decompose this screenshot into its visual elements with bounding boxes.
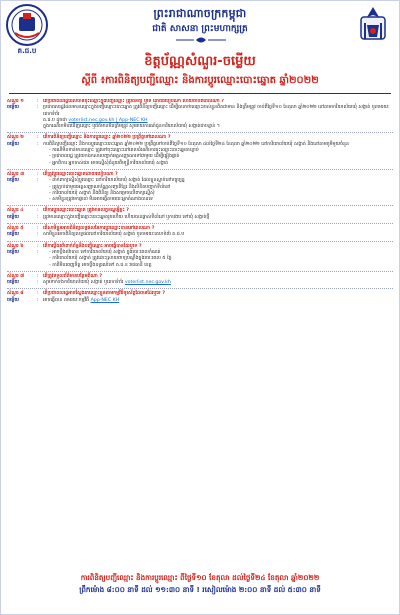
answer-row <box>7 124 393 130</box>
bullet-icon: - <box>49 256 53 262</box>
question-label: សំណួរ ៤ <box>7 208 24 214</box>
text-content: តើសាមីខ្លួនអាចពិនិត្យលទ្ធផលនៃការប្តូរឈ្មោះបាននៅពេលណា ? <box>43 226 155 232</box>
answer-row <box>7 232 393 238</box>
header-divider <box>9 93 391 94</box>
footer-period: ការពិនិត្យបញ្ជីឈ្មោះ និងការប្តូរឈ្មោះ ពីថ្ងៃទី១០ ខែតុលា ដល់ថ្ងៃទី២៤ ខែតុលា ឆ្នាំ២០២២ <box>80 573 320 582</box>
text-content: ត្រូវមានឈ្មោះក្នុងបញ្ជីឈ្មោះបោះឆ្នោតរួចហើយ ហើយបានផ្លាស់ទីលំនៅ ឬការងារ ទៅឃុំ សង្កាត់ថ្មី <box>43 214 210 220</box>
qa-separator <box>7 205 393 206</box>
label-colon: : <box>37 243 39 249</box>
answer-label: ចម្លើយ <box>7 141 19 147</box>
answer-text <box>43 232 393 238</box>
question-label: សំណួរ ៥ <box>7 226 24 232</box>
answer-row <box>7 215 393 221</box>
text-content: តើប្រជាពលរដ្ឋអាចស្វែងរកឈ្មោះខ្លួនតាមកម្មវិធីទូរស័ព្ទដៃបានដែរឬទេ ? <box>43 291 166 297</box>
question-label: សំណួរ ៧ <box>7 273 25 279</box>
answer-label: ចម្លើយ <box>7 105 19 111</box>
answer-text <box>43 263 393 269</box>
label-colon: : <box>37 232 39 238</box>
label-colon: : <box>37 171 39 177</box>
answer-row <box>7 161 393 167</box>
text-content: តើការពិនិត្យបញ្ជីឈ្មោះ និងការប្តូរឈ្មោះ ឆ្នាំ២០២២ ប្រព្រឹត្តទៅពេលណា ? <box>43 135 171 141</box>
ornament-divider-icon <box>176 36 226 44</box>
label-colon: : <box>37 280 39 286</box>
kingdom-title: ព្រះរាជាណាចក្រកម្ពុជា <box>153 7 247 20</box>
answer-text <box>43 161 393 167</box>
answer-label <box>7 161 37 167</box>
qa-separator <box>7 271 393 272</box>
answer-text <box>43 298 393 304</box>
motto: ជាតិ សាសនា ព្រះមហាក្សត្រ <box>152 24 248 34</box>
answer-row <box>7 105 393 118</box>
footer <box>7 572 393 608</box>
label-colon: : <box>37 135 39 141</box>
text-content: អាចប្តឹងតវ៉ាបាន ទៅការិយាល័យឃុំ សង្កាត់ ក្នុងរយៈពេលកំណត់ <box>52 249 161 255</box>
logo-code: គ.ជ.ប <box>17 47 37 55</box>
text-content: ដាក់ពាក្យស្នើសុំប្តូរឈ្មោះ នៅការិយាល័យឃុំ សង្កាត់ ដែលខ្លួនស្នាក់នៅបច្ចុប្បន្ន <box>52 178 185 184</box>
answer-text <box>43 215 393 221</box>
website-link[interactable]: App-NEC KH <box>90 297 120 303</box>
text-content: ក្នុងករណីរកមិនឃើញឈ្មោះ ឬព័ត៌មានមិនត្រឹមត្រូវ សូមរាយការណ៍ជូនការិយាល័យឃុំ សង្កាត់ជាបន្ទាន់ ។ <box>43 124 220 130</box>
text-content: អ្នកពិការ អ្នកចាស់ជរា អាចស្នើសុំជំនួយពីមន្ត្រីការិយាល័យឃុំ សង្កាត់ <box>52 160 169 166</box>
answer-label: ចម្លើយ <box>7 249 19 255</box>
text-content: តើត្រូវទទួលព័ត៌មានបន្ថែមពីណា ? <box>43 273 103 279</box>
answer-text <box>43 280 393 286</box>
answer-label: ចម្លើយ <box>7 280 19 286</box>
nec-logo-icon <box>5 3 49 47</box>
answer-text <box>43 124 393 130</box>
website-link[interactable]: voterlist.nec.gov.kh <box>124 280 171 286</box>
answer-row <box>7 298 393 304</box>
answer-text <box>43 197 393 203</box>
answer-text <box>43 105 393 118</box>
qa-separator <box>7 169 393 170</box>
text-content: តើការប្តឹងតវ៉ាពាក់ព័ន្ធនឹងបញ្ជីឈ្មោះ អាចធ្វើបានដែរឬទេ ? <box>43 243 142 249</box>
bullet-icon: - <box>49 148 53 154</box>
bullet-icon: - <box>49 160 53 166</box>
answer-label <box>7 263 37 269</box>
text-content: តើប្រជាពលរដ្ឋដែលបានចុះឈ្មោះក្នុងបញ្ជីឈ្មោះ ត្រូវពិនិត្យ ឬទេ ដោយរបៀបណា ហើយចាប់ពីពេលណា ? <box>43 99 224 104</box>
bullet-icon: - <box>49 249 53 255</box>
qa-separator <box>7 132 393 133</box>
answer-label <box>7 124 37 130</box>
label-colon: : <box>37 141 39 147</box>
text-content: ករណីមិនទាន់មានឈ្មោះ ត្រូវទៅចុះឈ្មោះនៅពេលដំណើរការចុះឈ្មោះបោះឆ្នោតបន្ទាប់ <box>52 148 199 154</box>
answer-row <box>7 263 393 269</box>
qa-separator <box>7 223 393 224</box>
text-content: ការពិនិត្យបញ្ជីឈ្មោះ និងការប្តូរឈ្មោះបោះឆ្នោត ឆ្នាំ២០២២ ប្រព្រឹត្តទៅចាប់ពីថ្ងៃទី១០ ខែតុលា ដល់ថ្ងៃទី២៤ ខែតុលា ឆ្នាំ២០២២ នៅការិយាល័យឃុំ សង្កាត់ និងនៅតាមភូមិមួយចំនួន <box>43 141 349 147</box>
bullet-icon: - <box>49 262 53 268</box>
label-colon: : <box>37 226 39 232</box>
bullet-icon: - <box>49 178 53 184</box>
question-label: សំណួរ ៨ <box>7 291 24 297</box>
qa-list <box>7 99 393 568</box>
text-content: សាមីខ្លួនត្រូវមកផ្ទាល់ មិនអាចធ្វើតាមរយៈអ្នកតំណាងបានទេ <box>52 197 153 203</box>
text-content: តើការប្តូរឈ្មោះបោះឆ្នោត ត្រូវមានលក្ខខណ្ឌអ្វីខ្លះ ? <box>43 208 130 214</box>
question-label: សំណួរ ៦ <box>7 243 24 249</box>
question-label: សំណួរ ១ <box>7 99 24 104</box>
text-content: គ.ជ.ប ដូចជា <box>43 117 67 123</box>
qa-separator <box>7 241 393 242</box>
label-colon: : <box>37 214 39 220</box>
text-content: ប្រជាពលរដ្ឋដែលមានឈ្មោះក្នុងបញ្ជីឈ្មោះបោះឆ្នោត ត្រូវពិនិត្យបញ្ជីឈ្មោះ ដើម្បីធានាថាឈ្មោះរបស់ខ្លួនពិតជាមាន និងត្រឹមត្រូវ ចាប់ពីថ្ងៃទី១០ ខែតុលា ឆ្នាំ២០២២ នៅតាមការិយាល័យឃុំ សង្កាត់ ឬតាមរយៈគេហទំព័រ <box>43 105 390 117</box>
emblem-icon <box>351 3 395 47</box>
label-colon: : <box>37 208 39 214</box>
answer-row <box>7 197 393 203</box>
qa-separator <box>7 288 393 289</box>
label-colon: : <box>37 105 39 111</box>
bullet-icon: - <box>49 154 53 160</box>
text-content: សូមទាក់ទងការិយាល័យឃុំ សង្កាត់ ឬគេហទំព័រ <box>43 280 124 286</box>
text-content: ត្រូវភ្ជាប់ជាមួយអត្តសញ្ញាណប័ណ្ណសញ្ជាតិខ្មែរ និងលិខិតបញ្ជាក់ទីលំនៅ <box>52 184 171 190</box>
label-colon: : <box>37 297 39 303</box>
page-subtitle: ស្តីពី ៖ការពិនិត្យបញ្ជីឈ្មោះ និងការប្តូរឈ្មោះបោះឆ្នោត ឆ្នាំ២០២២ <box>81 75 319 86</box>
text-content: អាចធ្វើបាន តាមរយៈកម្មវិធី <box>43 297 90 303</box>
text-content: តើត្រូវប្តូរឈ្មោះបោះឆ្នោតដោយរបៀបណា ? <box>43 171 118 177</box>
question-label: សំណួរ ២ <box>7 135 24 141</box>
answer-label: ចម្លើយ <box>7 178 19 184</box>
text-content: សាមីខ្លួនអាចពិនិត្យលទ្ធផលនៅការិយាល័យឃុំ សង្កាត់ ឬតាមរយៈគេហទំព័រ គ.ជ.ប <box>43 232 185 238</box>
label-colon: : <box>37 99 39 104</box>
bullet-icon: - <box>49 197 53 203</box>
bullet-icon: - <box>49 190 53 196</box>
text-content: ការិយាល័យឃុំ សង្កាត់ ត្រូវដោះស្រាយពាក្យបណ្តឹងក្នុងរយៈពេល ៥ ថ្ងៃ <box>52 256 172 262</box>
question-label: សំណួរ ៣ <box>7 171 25 177</box>
label-colon: : <box>37 178 39 184</box>
footer-hours: ព្រឹកម៉ោង ៨:០០ នាទី ដល់ ១១:៣០ នាទី ! រសៀលម៉ោង ២:០០ នាទី ដល់ ៥:៣០ នាទី <box>79 585 321 594</box>
website-link[interactable]: voterlist.nec.gov.kh | App-NEC KH <box>68 117 148 123</box>
text-content: ភាគីមិនពេញចិត្ត អាចប្តឹងឧទ្ធរណ៍ទៅ គ.ជ.ខ រាជធានី ខេត្ត <box>52 262 152 268</box>
label-colon: : <box>37 249 39 255</box>
answer-label: ចម្លើយ <box>7 214 19 220</box>
answer-label: ចម្លើយ <box>7 232 19 238</box>
label-colon: : <box>37 273 39 279</box>
page-title: ខិត្តប័ណ្ណសំណួរ-ចម្លើយ <box>144 54 256 69</box>
answer-label <box>7 197 37 203</box>
text-content: ការិយាល័យឃុំ សង្កាត់ នឹងពិនិត្យ និងសម្រេចលើពាក្យស្នើសុំ <box>52 190 155 196</box>
header <box>1 1 399 105</box>
text-content: ប្រជាពលរដ្ឋ ត្រូវយកឯកសារបញ្ជាក់អត្តសញ្ញាណទៅជាមួយ ដើម្បីផ្ទៀងផ្ទាត់ <box>52 154 180 160</box>
label-colon: : <box>37 291 39 297</box>
answer-label: ចម្លើយ <box>7 297 19 303</box>
bullet-icon: - <box>49 184 53 190</box>
answer-row <box>7 280 393 286</box>
